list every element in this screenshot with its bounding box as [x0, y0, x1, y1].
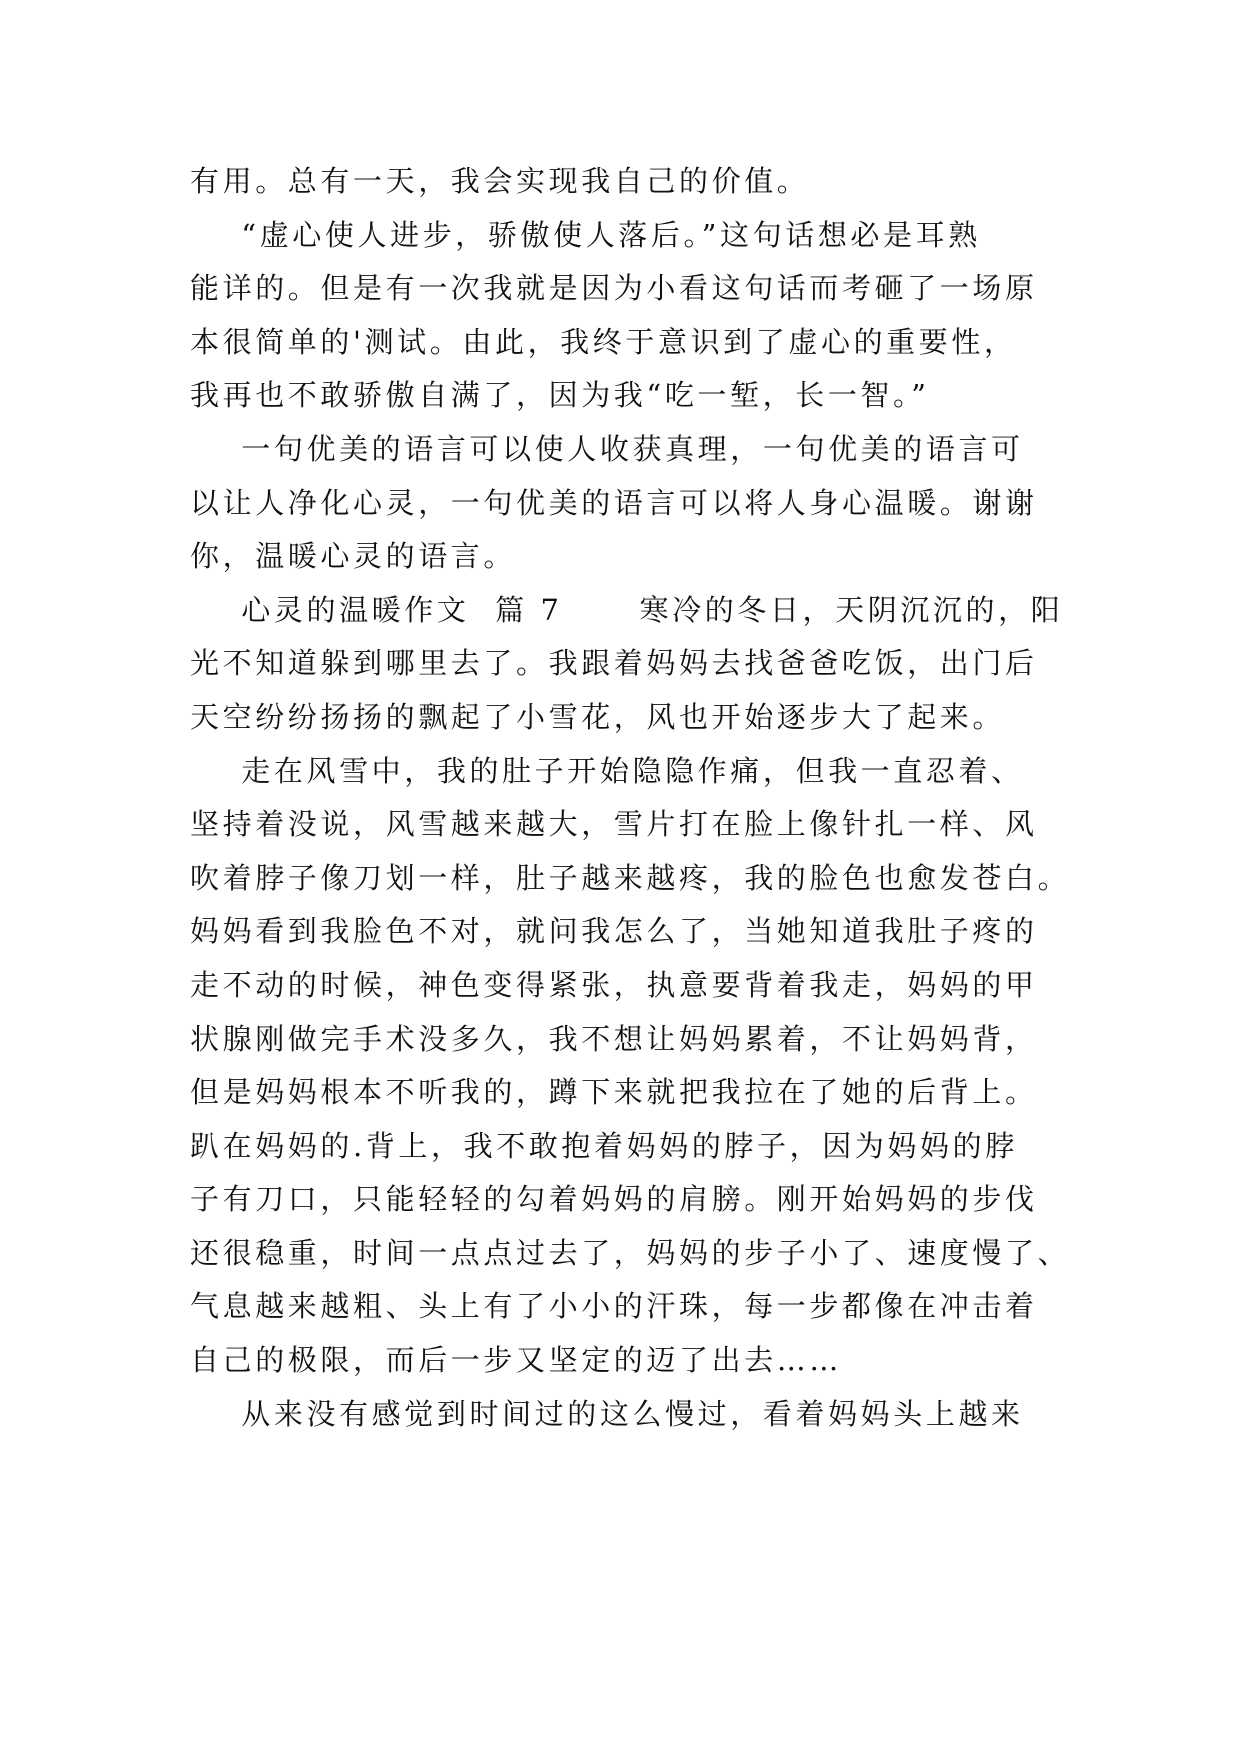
text-line: “虚心使人进步，骄傲使人落后。”这句话想必是耳熟 [190, 217, 981, 252]
text-line: 一句优美的语言可以使人收获真理，一句优美的语言可 [190, 431, 1024, 466]
text-line: 妈妈看到我脸色不对，就问我怎么了，当她知道我肚子疼的 [190, 914, 1038, 949]
article-body [190, 155, 1071, 1441]
text-line: 自己的极限，而后一步又坚定的迈了出去…… [190, 1343, 843, 1378]
text-line: 走在风雪中，我的肚子开始隐隐作痛，但我一直忍着、 [190, 753, 1024, 788]
text-line: 状腺刚做完手术没多久，我不想让妈妈累着，不让妈妈背， [190, 1021, 1038, 1056]
text-line: 趴在妈妈的.背上，我不敢抱着妈妈的脖子，因为妈妈的脖 [190, 1128, 1018, 1163]
text-line: 走不动的时候，神色变得紧张，执意要背着我走，妈妈的甲 [190, 967, 1038, 1002]
text-line: 气息越来越粗、头上有了小小的汗珠，每一步都像在冲击着 [190, 1289, 1038, 1324]
text-line: 本很简单的'测试。由此，我终于意识到了虚心的重要性， [190, 324, 1017, 359]
text-line: 以让人净化心灵，一句优美的语言可以将人身心温暖。谢谢 [190, 485, 1038, 520]
text-line: 你，温暖心灵的语言。 [190, 539, 517, 574]
text-line: 天空纷纷扬扬的飘起了小雪花，风也开始逐步大了起来。 [190, 699, 1006, 734]
text-line: 有用。总有一天，我会实现我自己的价值。 [190, 164, 810, 198]
text-line: 但是妈妈根本不听我的，蹲下来就把我拉在了她的后背上。 [190, 1075, 1038, 1110]
section-heading-line: 心灵的温暖作文 篇 7 寒冷的冬日，天阴沉沉的，阳 [190, 592, 1064, 627]
text-line: 光不知道躲到哪里去了。我跟着妈妈去找爸爸吃饭，出门后 [190, 646, 1038, 681]
text-line: 我再也不敢骄傲自满了，因为我“吃一堑，长一智。” [190, 378, 930, 413]
text-line: 能详的。但是有一次我就是因为小看这句话而考砸了一场原 [190, 271, 1038, 306]
text-line: 还很稳重，时间一点点过去了，妈妈的步子小了、速度慢了、 [190, 1235, 1071, 1270]
text-line: 子有刀口，只能轻轻的勾着妈妈的肩膀。刚开始妈妈的步伐 [190, 1182, 1038, 1217]
text-line: 坚持着没说，风雪越来越大，雪片打在脸上像针扎一样、风 [190, 807, 1038, 842]
text-line: 从来没有感觉到时间过的这么慢过，看着妈妈头上越来 [190, 1396, 1024, 1431]
text-line: 吹着脖子像刀划一样，肚子越来越疼，我的脸色也愈发苍白。 [190, 860, 1071, 895]
